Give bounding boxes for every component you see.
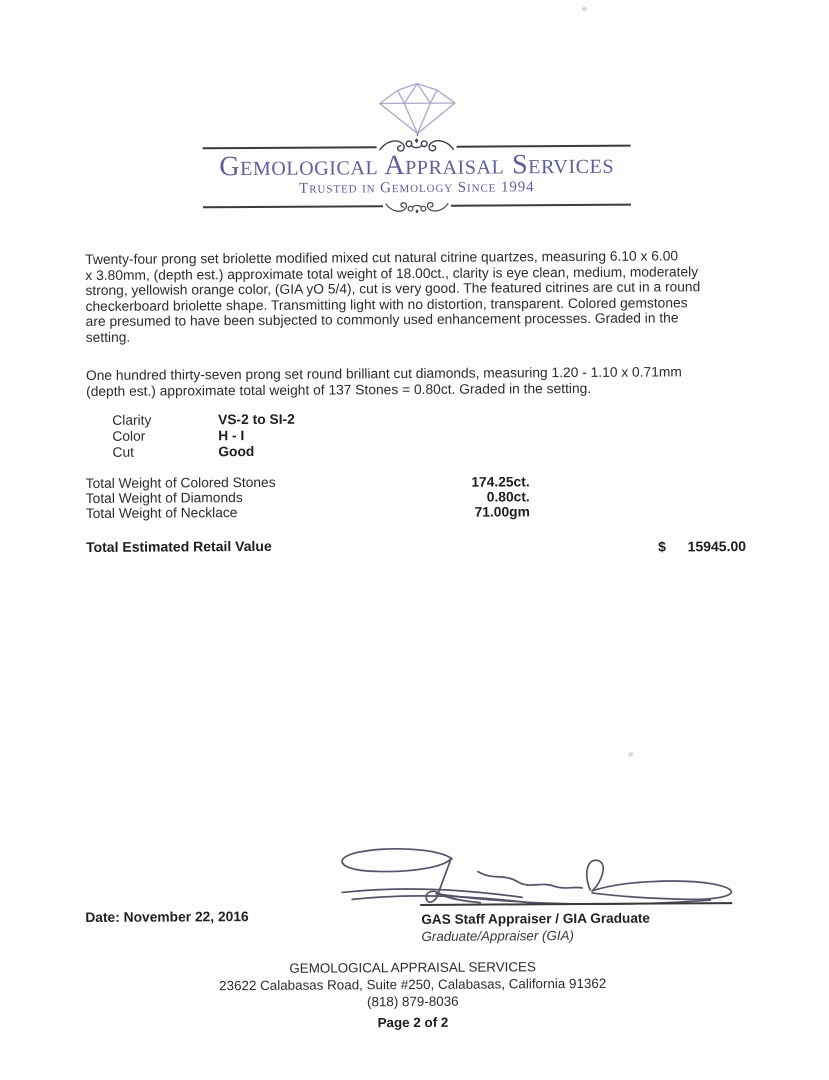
citrine-description-paragraph: Twenty-four prong set briolette modified mixed cut natural citrine quartzes, measuring 6.10 x 6.00 x 3.80mm, (depth est.) approximate total weight of 18.00ct., clarity is eye clean, medium, moderately strong, yellowish orange color, (GIA yO 5/4), cut is very good. The featured citrines are cut in a round checkerboard briolette shape. Transmitting light with no distortion, transparent. Colored gemstones are presumed to have been subjected to commonly used enhancement processes. Graded in the setting. <box>85 248 701 345</box>
weight-value: 174.25ct. <box>471 474 530 490</box>
footer-address: 23622 Calabasas Road, Suite #250, Calabasas, California 91362 <box>219 975 607 994</box>
rule-line-left <box>203 205 383 208</box>
diamond-description-paragraph: One hundred thirty-seven prong set round brilliant cut diamonds, measuring 1.20 - 1.10 x 0.71mm (depth est.) approximate total weight of 137 Stones = 0.80ct. Graded in the setting. <box>85 364 682 399</box>
scan-artifact <box>582 7 587 11</box>
date-label: Date: November 22, 2016 <box>85 909 249 926</box>
rule-line-left <box>203 146 377 149</box>
retail-value-label: Total Estimated Retail Value <box>85 537 272 556</box>
signer-subtitle: Graduate/Appraiser (GIA) <box>421 928 575 944</box>
grade-row-color <box>112 428 244 445</box>
grade-value: Good <box>218 443 255 460</box>
grade-label: Cut <box>112 444 134 460</box>
footer-page-number: Page 2 of 2 <box>377 1014 449 1031</box>
weight-label: Total Weight of Diamonds <box>85 490 243 507</box>
grade-value: VS-2 to SI-2 <box>218 411 295 428</box>
grade-label: Clarity <box>112 412 152 428</box>
weight-value: 0.80ct. <box>486 489 530 505</box>
weight-row-necklace <box>86 503 530 521</box>
scroll-flourish-icon <box>385 195 449 217</box>
header-rule-bottom <box>203 193 631 220</box>
grade-row-clarity <box>112 412 295 429</box>
rule-line-right <box>457 144 631 147</box>
brand-tagline: Trusted in Gemology Since 1994 <box>299 179 535 197</box>
signer-title: GAS Staff Appraiser / GIA Graduate <box>421 910 650 927</box>
brand-name: Gemological Appraisal Services <box>219 148 615 183</box>
footer-phone: (818) 879-8036 <box>366 993 459 1010</box>
retail-currency-symbol: $ <box>657 538 666 555</box>
scan-artifact <box>628 752 633 757</box>
grade-row-cut <box>112 444 254 461</box>
rule-line-right <box>451 203 631 206</box>
retail-amount: 15945.00 <box>687 537 747 555</box>
weight-label: Total Weight of Colored Stones <box>85 474 276 492</box>
weight-label: Total Weight of Necklace <box>85 505 238 522</box>
weight-value: 71.00gm <box>474 504 530 520</box>
diamond-logo-icon <box>374 82 460 137</box>
footer-company: GEMOLOGICAL APPRAISAL SERVICES <box>289 959 536 976</box>
grade-value: H - I <box>218 428 245 444</box>
grade-label: Color <box>112 428 146 444</box>
